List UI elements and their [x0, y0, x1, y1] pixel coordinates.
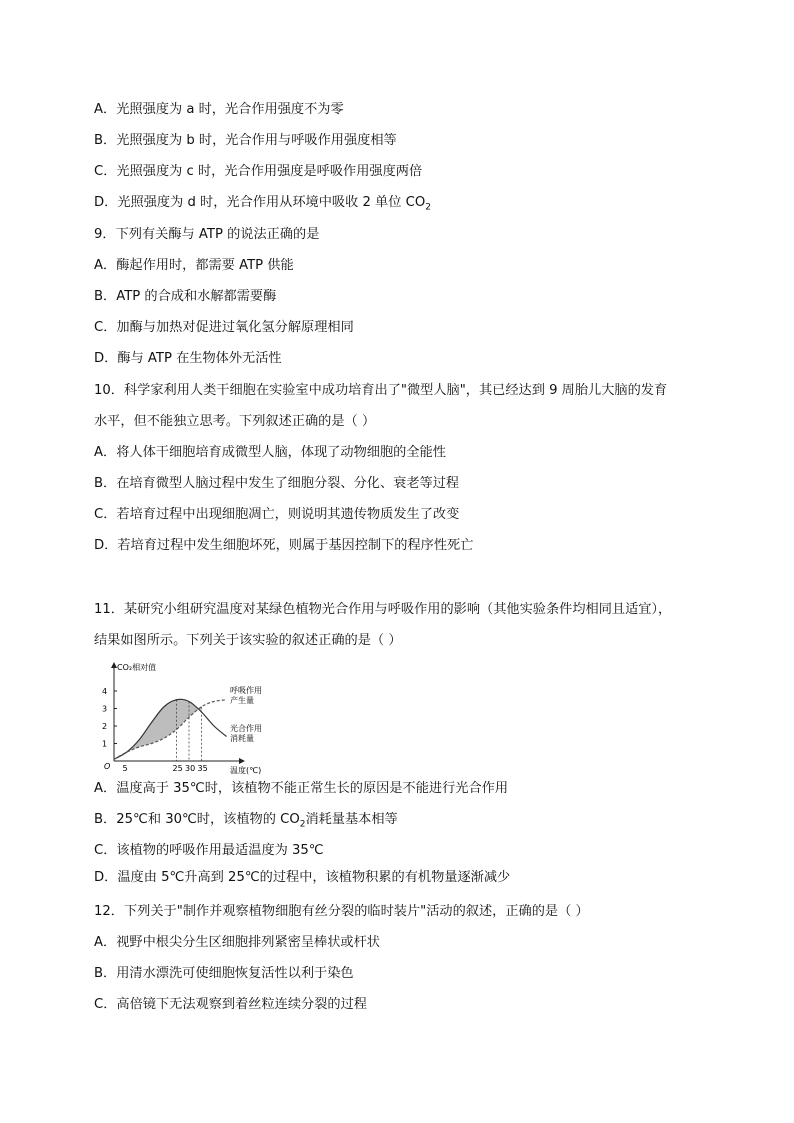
q8-option-d	[94, 194, 431, 217]
q11-option-a: A．温度高于 35℃时，该植物不能正常生长的原因是不能进行光合作用	[94, 781, 509, 796]
x-tick-label: 30	[185, 764, 196, 773]
q10-option-b: B．在培育微型人脑过程中发生了细胞分裂、分化、衰老等过程	[94, 476, 460, 491]
q10-stem-line2: 水平，但不能独立思考。下列叙述正确的是（ ）	[94, 414, 376, 429]
q11-option-c: C．该植物的呼吸作用最适温度为 35℃	[94, 843, 324, 858]
x-axis-label: 温度(℃)	[230, 766, 262, 775]
x-tick-label: 35	[197, 764, 208, 773]
q11-option-b-text: B．25℃和 30℃时，该植物的 CO	[94, 812, 300, 827]
y-tick-labels	[102, 687, 117, 749]
q11-stem-line1: 11．某研究小组研究温度对某绿色植物光合作用与呼吸作用的影响（其他实验条件均相同且适宜），	[94, 602, 672, 617]
origin-label: O	[104, 762, 111, 771]
q9-option-a: A．酶起作用时，都需要 ATP 供能	[94, 258, 294, 273]
q11-option-b	[94, 811, 398, 834]
q10-option-c: C．若培育过程中出现细胞凋亡，则说明其遗传物质发生了改变	[94, 507, 460, 522]
q10-option-a: A．将人体干细胞培育成微型人脑，体现了动物细胞的全能性	[94, 445, 446, 460]
q11-option-d: D．温度由 5℃升高到 25℃的过程中，该植物积累的有机物量逐渐减少	[94, 870, 511, 885]
q10-option-d: D．若培育过程中发生细胞坏死，则属于基因控制下的程序性死亡	[94, 538, 474, 553]
q9-option-b: B．ATP 的合成和水解都需要酶	[94, 289, 277, 304]
temperature-co2-chart	[94, 655, 284, 775]
q10-stem-line1: 10．科学家利用人类干细胞在实验室中成功培育出了"微型人脑"，其已经达到 9 周胎儿大脑的发育	[94, 383, 668, 398]
q12-option-b: B．用清水漂洗可使细胞恢复活性以利于染色	[94, 966, 354, 981]
q12-option-c: C．高倍镜下无法观察到着丝粒连续分裂的过程	[94, 997, 367, 1012]
y-tick-label: 4	[102, 687, 108, 696]
chart-svg	[94, 655, 284, 775]
q8-option-d-subscript: 2	[425, 202, 431, 213]
y-tick-label: 3	[102, 704, 108, 714]
q8-option-d-text: D．光照强度为 d 时，光合作用从环境中吸收 2 单位 CO	[94, 195, 426, 210]
q8-option-b: B．光照强度为 b 时，光合作用与呼吸作用强度相等	[94, 133, 397, 148]
y-axis-label: CO₂相对值	[117, 663, 157, 672]
q11-stem-line2: 结果如图所示。下列关于该实验的叙述正确的是（ ）	[94, 633, 402, 648]
q11-option-b-subscript: 2	[299, 819, 306, 830]
q9-option-c: C．加酶与加热对促进过氧化氢分解原理相同	[94, 320, 354, 335]
q9-stem: 9．下列有关酶与 ATP 的说法正确的是	[94, 227, 320, 242]
legend-respiration-line2: 产生量	[230, 696, 254, 705]
legend-photosynthesis-line2: 消耗量	[230, 734, 254, 743]
q9-option-d: D．酶与 ATP 在生物体外无活性	[94, 351, 282, 366]
x-tick-label: 5	[122, 764, 128, 773]
y-tick-label: 1	[102, 739, 108, 749]
x-tick-labels	[123, 764, 208, 773]
net-photosynthesis-shaded-area	[127, 700, 202, 753]
legend-photosynthesis-line1: 光合作用	[230, 724, 262, 733]
y-tick-label: 2	[102, 722, 108, 731]
q8-option-a: A．光照强度为 a 时，光合作用强度不为零	[94, 102, 344, 117]
legend-respiration-line1: 呼吸作用	[230, 686, 262, 695]
q12-stem: 12．下列关于"制作并观察植物细胞有丝分裂的临时装片"活动的叙述，正确的是（ ）	[94, 904, 589, 919]
q12-option-a: A．视野中根尖分生区细胞排列紧密呈棒状或杆状	[94, 935, 380, 950]
q11-option-b-text-end: 消耗量基本相等	[305, 812, 398, 827]
q8-option-c: C．光照强度为 c 时，光合作用强度是呼吸作用强度两倍	[94, 164, 423, 179]
x-tick-label: 25	[172, 764, 183, 773]
